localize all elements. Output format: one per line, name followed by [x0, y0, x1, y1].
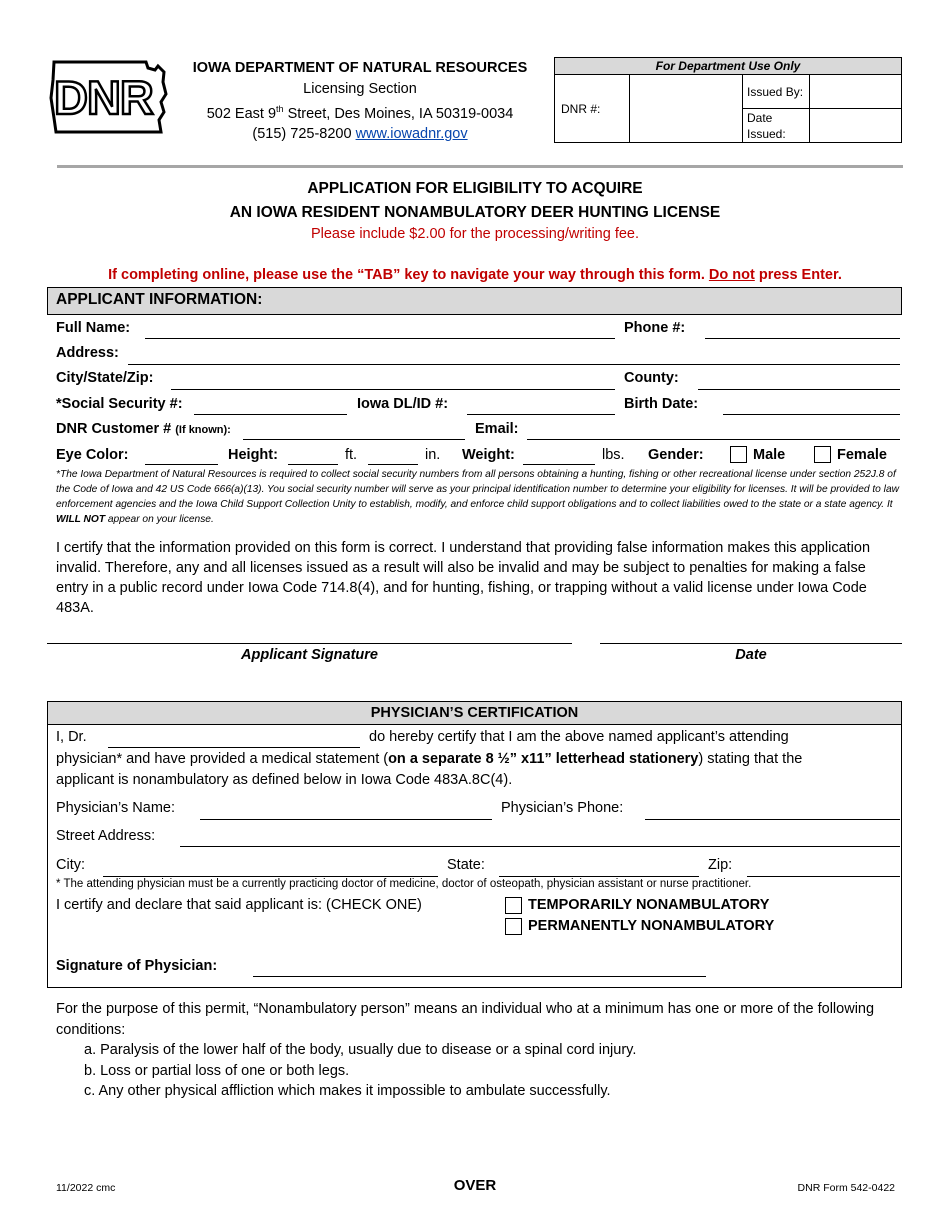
applicant-section-header	[47, 287, 902, 315]
dl-field[interactable]	[467, 414, 615, 415]
address-field[interactable]	[128, 364, 900, 365]
in-unit: in.	[425, 447, 441, 463]
phone-label: Phone #:	[624, 320, 686, 336]
height-label: Height:	[228, 447, 278, 463]
applicant-certification-text: I certify that the information provided on this form is correct. I understand that providing false information makes this application invalid. Therefore, any and all licenses issued as a result will also be invalid and may be subject to penalties for making a false entry in a public record under Iowa Code 714.8(4), and for hunting, fishing, or trapping without a valid license under Iowa Code 483A.	[56, 540, 871, 616]
physician-name-label: Physician’s Name:	[56, 800, 176, 816]
street-address-label: Street Address:	[56, 828, 156, 844]
agency-section: Licensing Section	[303, 80, 417, 97]
state-label: State:	[447, 857, 485, 873]
temporarily-nonambulatory-checkbox[interactable]	[505, 897, 522, 914]
temporarily-nonambulatory-label: TEMPORARILY NONAMBULATORY	[528, 897, 770, 913]
physician-signature-field[interactable]	[253, 976, 706, 977]
birth-date-field[interactable]	[723, 414, 900, 415]
county-field[interactable]	[698, 389, 900, 390]
lbs-unit: lbs.	[602, 447, 625, 463]
title-line-1: APPLICATION FOR ELIGIBILITY TO ACQUIRE	[307, 180, 643, 197]
i-dr-label: I, Dr.	[56, 729, 87, 745]
male-label: Male	[753, 447, 786, 463]
weight-label: Weight:	[462, 447, 515, 463]
street-address-field[interactable]	[180, 846, 900, 847]
ft-unit: ft.	[345, 447, 358, 463]
zip-label: Zip:	[708, 857, 733, 873]
dl-label: Iowa DL/ID #:	[357, 396, 449, 412]
female-checkbox[interactable]	[814, 446, 831, 463]
physician-section-header	[47, 701, 902, 725]
city-field[interactable]	[103, 876, 438, 877]
department-use-header: For Department Use Only	[555, 58, 902, 75]
permanently-nonambulatory-checkbox[interactable]	[505, 918, 522, 935]
header-divider	[57, 165, 903, 168]
check-one-label: I certify and declare that said applicant is: (CHECK ONE)	[56, 897, 422, 913]
height-in-field[interactable]	[368, 464, 418, 465]
physician-signature-label: Signature of Physician:	[56, 958, 218, 974]
physician-certify-line-3: applicant is nonambulatory as defined below in Iowa Code 483A.8C(4).	[56, 772, 513, 788]
permanently-nonambulatory-label: PERMANENTLY NONAMBULATORY	[528, 918, 775, 934]
state-field[interactable]	[499, 876, 699, 877]
title-line-2: AN IOWA RESIDENT NONAMBULATORY DEER HUNTING LICENSE	[229, 204, 721, 221]
date-issued-field[interactable]	[810, 109, 902, 143]
footer-revision: 11/2022 cmc	[56, 1182, 116, 1194]
eye-color-label: Eye Color:	[56, 447, 129, 463]
applicant-date-label: Date	[735, 647, 767, 663]
city-state-zip-field[interactable]	[171, 389, 615, 390]
physician-phone-field[interactable]	[645, 819, 900, 820]
email-field[interactable]	[527, 439, 900, 440]
online-notice: If completing online, please use the “TAB” key to navigate your way through this form. Do not press Enter.	[108, 267, 842, 283]
ssn-label: *Social Security #:	[56, 396, 183, 412]
ssn-field[interactable]	[194, 414, 347, 415]
address-label: Address:	[56, 345, 119, 361]
city-label: City:	[56, 857, 85, 873]
customer-number-field[interactable]	[243, 439, 465, 440]
date-issued-label: Date Issued:	[743, 109, 810, 143]
footer-over: OVER	[453, 1177, 497, 1194]
agency-name: IOWA DEPARTMENT OF NATURAL RESOURCES	[192, 60, 528, 76]
dnr-number-field[interactable]	[630, 75, 743, 143]
agency-contact	[190, 124, 530, 145]
agency-phone: (515) 725-8200	[252, 126, 352, 143]
physician-phone-label: Physician’s Phone:	[501, 800, 624, 816]
issued-by-field[interactable]	[810, 75, 902, 109]
definition-item-a: a. Paralysis of the lower half of the body, usually due to disease or a spinal cord injury.	[84, 1042, 637, 1058]
phone-field[interactable]	[705, 338, 900, 339]
logo-text: DNR	[54, 71, 153, 124]
issued-by-label: Issued By:	[743, 75, 810, 109]
full-name-field[interactable]	[145, 338, 615, 339]
height-ft-field[interactable]	[288, 464, 338, 465]
full-name-label: Full Name:	[56, 320, 131, 336]
male-checkbox[interactable]	[730, 446, 747, 463]
applicant-header-label: APPLICANT INFORMATION:	[56, 291, 263, 308]
county-label: County:	[624, 370, 679, 386]
physician-certify-line-1: do hereby certify that I am the above named applicant’s attending	[369, 729, 789, 745]
agency-header	[190, 58, 530, 145]
definition-item-c: c. Any other physical affliction which makes it impossible to ambulate successfully.	[84, 1083, 611, 1099]
nonambulatory-definition	[56, 999, 902, 1102]
applicant-signature-field[interactable]	[47, 643, 572, 644]
dnr-number-label: DNR #:	[555, 75, 630, 143]
female-label: Female	[837, 447, 887, 463]
footer-form-number: DNR Form 542-0422	[797, 1182, 895, 1194]
form-title	[0, 177, 950, 225]
definition-intro: For the purpose of this permit, “Nonambulatory person” means an individual who at a minimum has one or more of the following conditions:	[56, 1001, 875, 1038]
weight-field[interactable]	[523, 464, 595, 465]
doctor-name-field[interactable]	[108, 747, 360, 748]
gender-label: Gender:	[648, 447, 704, 463]
fee-note: Please include $2.00 for the processing/writing fee.	[310, 226, 640, 242]
city-state-zip-label: City/State/Zip:	[56, 370, 154, 386]
physician-certify-line-2: physician* and have provided a medical statement (on a separate 8 ½” x11” letterhead stationery) stating that the	[56, 751, 803, 767]
department-use-table	[554, 57, 902, 143]
customer-number-label: DNR Customer # (If known):	[56, 421, 231, 437]
definition-item-b: b. Loss or partial loss of one or both legs.	[84, 1062, 350, 1079]
physician-footnote: * The attending physician must be a currently practicing doctor of medicine, doctor of osteopath, physician assistant or nurse practitioner.	[56, 878, 752, 890]
dnr-logo	[48, 58, 173, 136]
physician-name-field[interactable]	[200, 819, 492, 820]
applicant-signature-label: Applicant Signature	[241, 647, 378, 663]
eye-color-field[interactable]	[145, 464, 218, 465]
physician-header-label: PHYSICIAN’S CERTIFICATION	[370, 705, 579, 721]
ssn-disclaimer: *The Iowa Department of Natural Resources is required to collect social security numbers from all persons obtaining a hunting, fishing or other recreational license under section 252J.8 of the Code of Iowa and 42 US Code 666(a)(13). You social security number will serve as your principal identification number to determine your eligibility for licenses. It will be provided to law enforcement agencies and the Iowa Child Support Collection Unity to establish, modify, and enforce child support obligations and to collect liabilities owed to the state or a state agency. It WILL NOT appear on your license.	[56, 469, 899, 525]
zip-field[interactable]	[747, 876, 900, 877]
agency-address: 502 East 9th Street, Des Moines, IA 50319-0034	[206, 104, 514, 122]
applicant-date-field[interactable]	[600, 643, 902, 644]
email-label: Email:	[475, 421, 519, 437]
agency-website-link[interactable]: www.iowadnr.gov	[355, 126, 468, 143]
birth-date-label: Birth Date:	[624, 396, 699, 412]
